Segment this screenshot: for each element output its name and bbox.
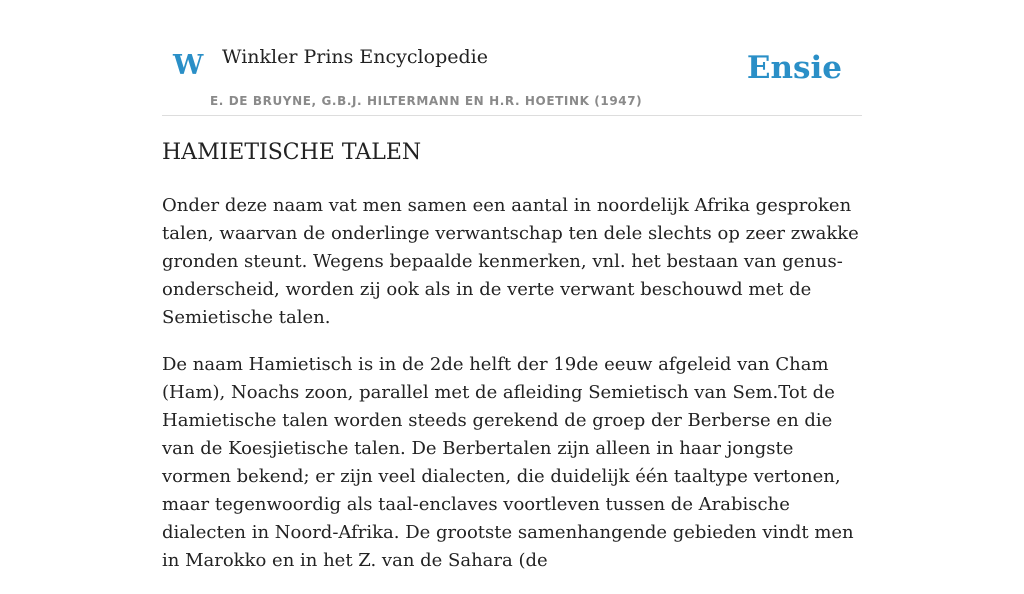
ensie-logo[interactable]: Ensie <box>746 50 842 86</box>
article-body <box>162 192 862 594</box>
source-authors: E. DE BRUYNE, G.B.J. HILTERMANN EN H.R. HOETINK (1947) <box>210 94 643 108</box>
source-title[interactable]: Winkler Prins Encyclopedie <box>222 46 488 68</box>
article-title: HAMIETISCHE TALEN <box>162 140 422 165</box>
article-paragraph: De naam Hamietisch is in de 2de helft der 19de eeuw afgeleid van Cham (Ham), Noachs zoon, parallel met de afleiding Semietisch van Sem.Tot de Hamietische talen worden steeds gerekend de groep der Berberse en die van de Koesjietische talen. De Berbertalen zijn alleen in haar jongste vormen bekend; er zijn veel dialecten, die duidelijk één taaltype vertonen, maar tegenwoordig als taal-enclaves voortleven tussen de Arabische dialecten in Noord-Afrika. De grootste samenhangende gebieden vindt men in Marokko en in het Z. van de Sahara (de <box>162 354 854 571</box>
source-header <box>162 40 862 116</box>
article-paragraph: Onder deze naam vat men samen een aantal in noordelijk Afrika gesproken talen, waarvan de onderlinge verwantschap ten dele slechts op zeer zwakke gronden steunt. Wegens bepaalde kenmerken, vnl. het bestaan van genus-onderscheid, worden zij ook als in de verte verwant beschouwd met de Semietische talen. <box>162 195 859 328</box>
winkler-prins-logo[interactable]: W <box>173 50 204 81</box>
